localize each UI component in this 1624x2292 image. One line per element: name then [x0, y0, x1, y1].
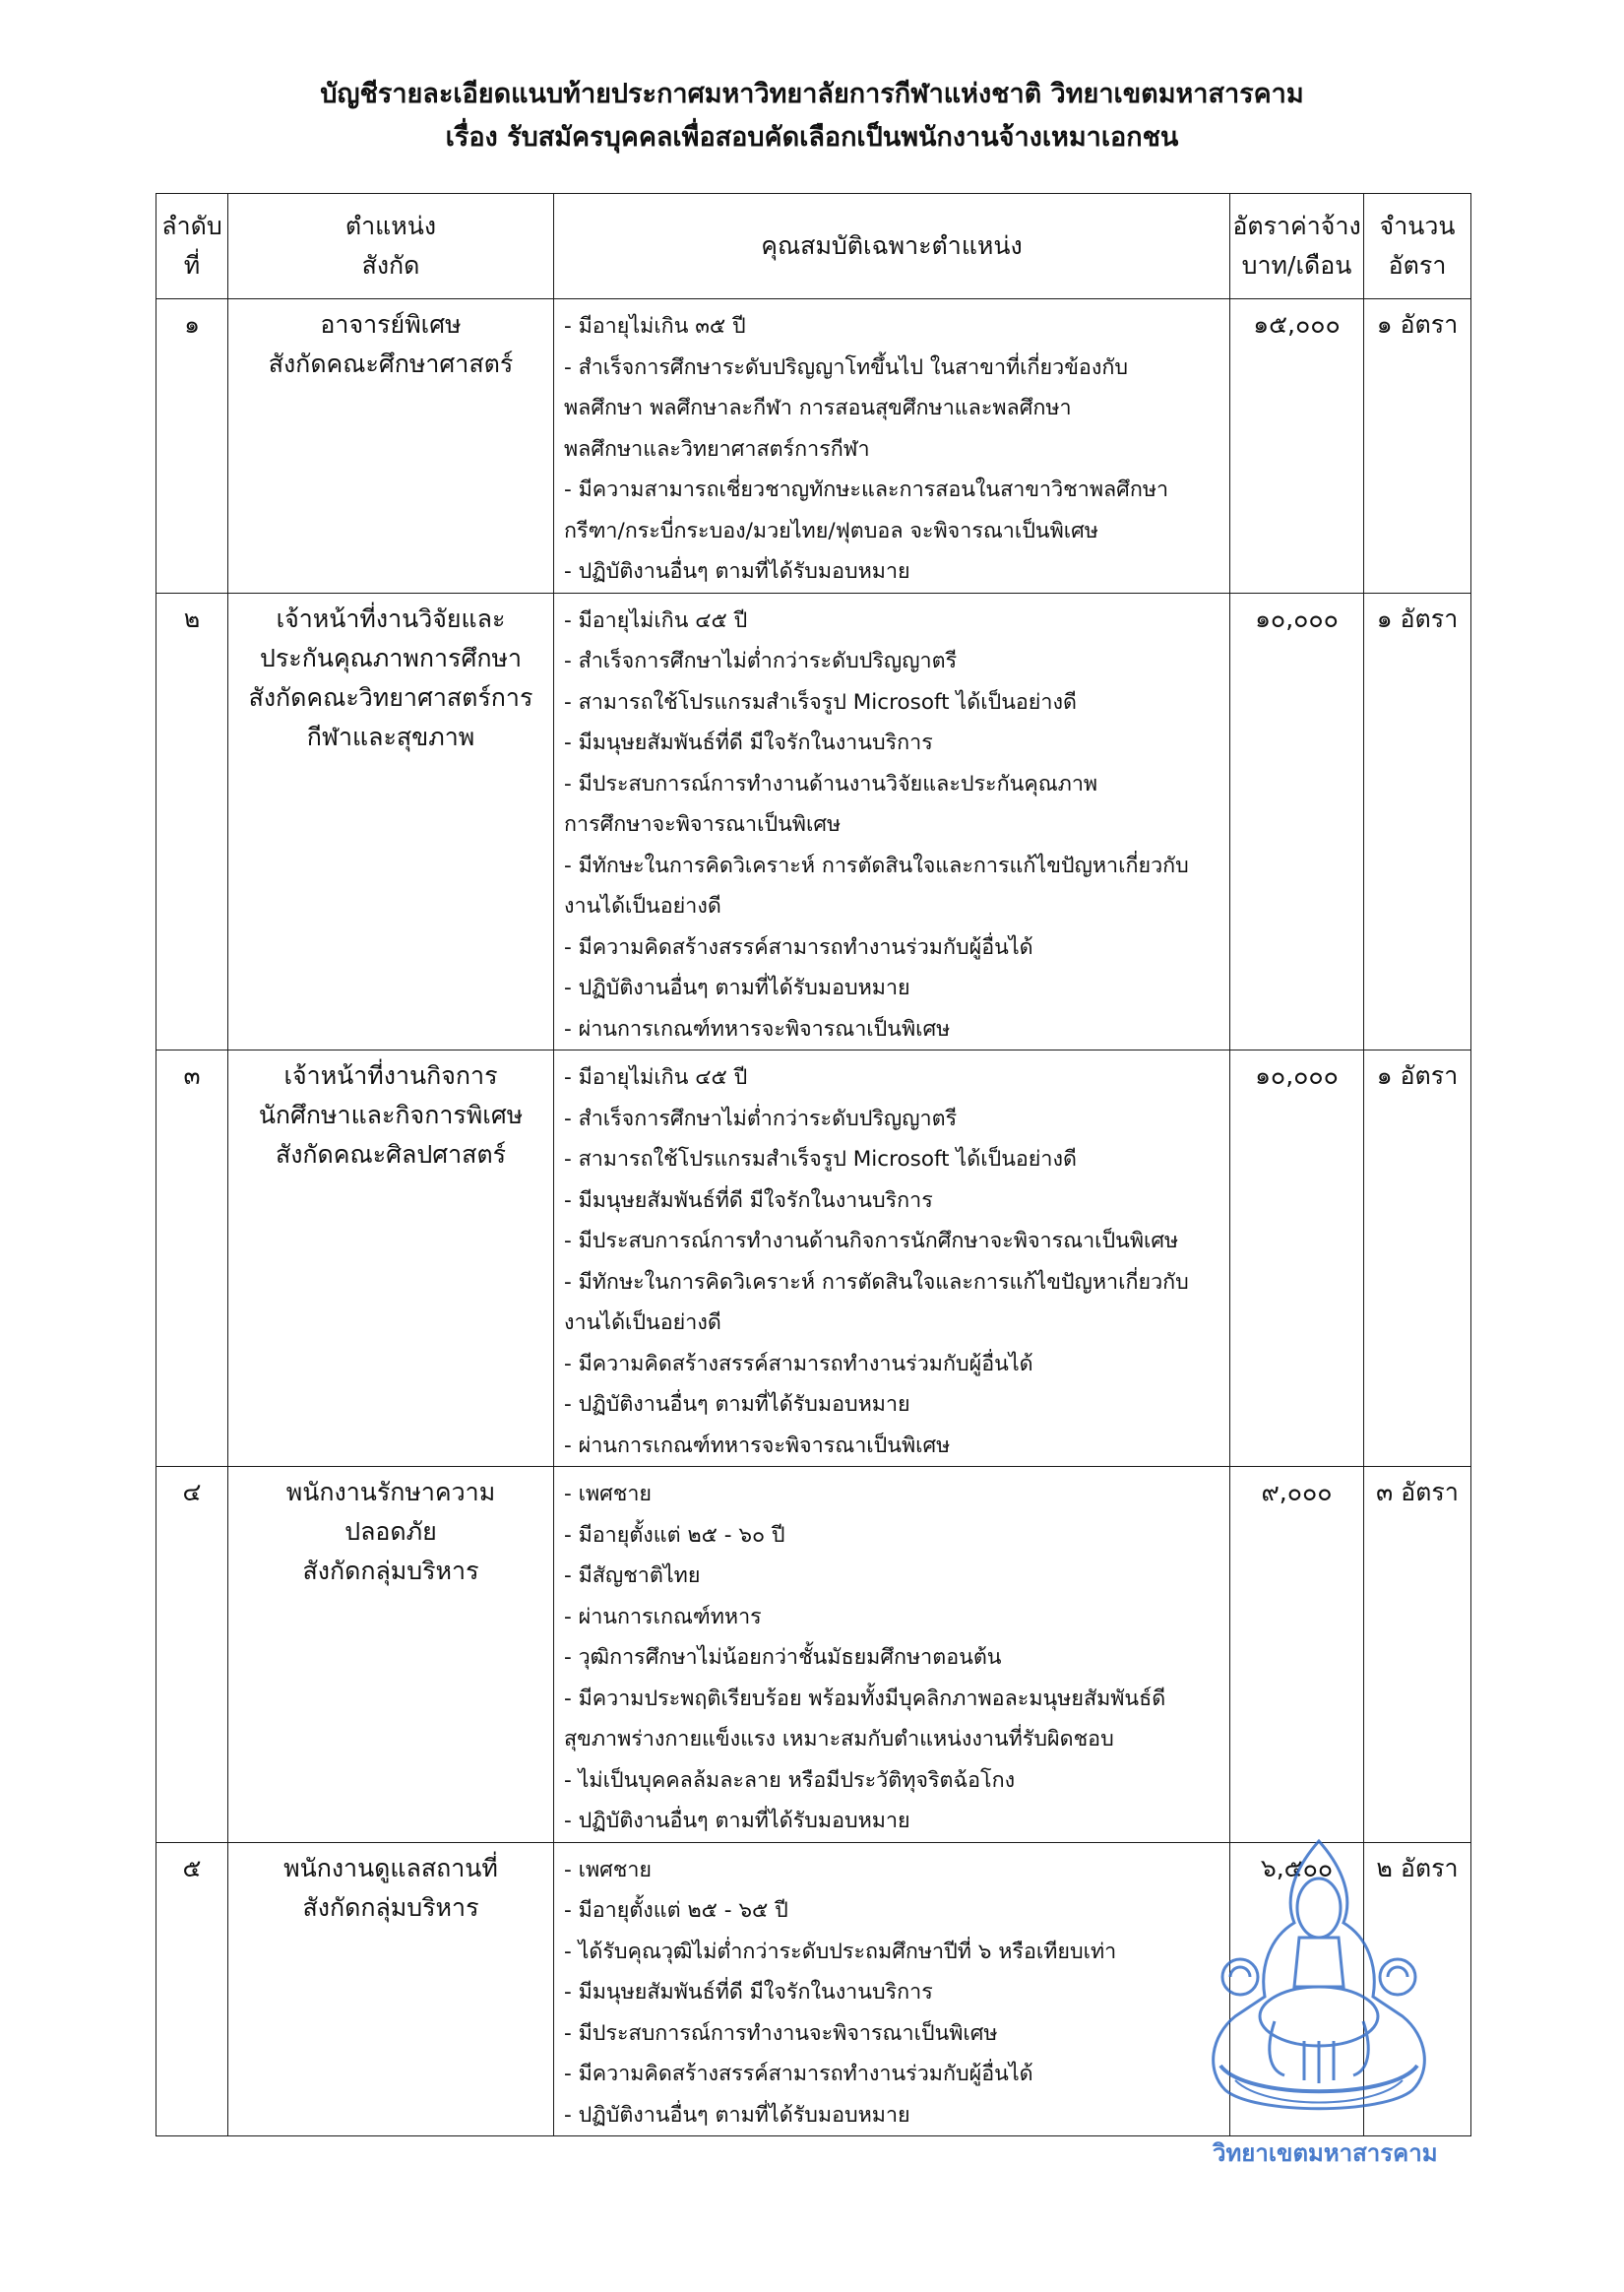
table-row — [156, 299, 1471, 594]
title-line-1: บัญชีรายละเอียดแนบท้ายประกาศมหาวิทยาลัยการกีฬาแห่งชาติ วิทยาเขตมหาสารคาม — [320, 79, 1304, 109]
qualifications-cell — [554, 1842, 1230, 2136]
position-line: ประกันคุณภาพการศึกษา — [260, 643, 522, 672]
rate-cell: ๑๕,๐๐๐ — [1230, 299, 1364, 594]
qualification-line: - มีทักษะในการคิดวิเคราะห์ การตัดสินใจและการแก้ไขปัญหาเกี่ยวกับ — [564, 853, 1189, 878]
qualification-line: - มีอายุตั้งแต่ ๒๕ - ๖๐ ปี — [564, 1522, 785, 1548]
count-cell: ๑ อัตรา — [1364, 1050, 1471, 1467]
qualification-line: - ปฏิบัติงานอื่นๆ ตามที่ได้รับมอบหมาย — [564, 2102, 910, 2128]
qualification-line: - ปฏิบัติงานอื่นๆ ตามที่ได้รับมอบหมาย — [564, 1392, 910, 1417]
qualification-line: - มีมนุษยสัมพันธ์ที่ดี มีใจรักในงานบริการ — [564, 731, 933, 755]
qualification-line: - มีอายุไม่เกิน ๔๕ ปี — [564, 607, 748, 633]
qualification-line: - มีมนุษยสัมพันธ์ที่ดี มีใจรักในงานบริการ — [564, 1187, 933, 1213]
table-row — [156, 593, 1471, 1050]
qualification-line: - ได้รับคุณวุฒิไม่ต่ำกว่าระดับประถมศึกษาปีที่ ๖ หรือเทียบเท่า — [564, 1939, 1117, 1964]
position-cell — [228, 593, 554, 1050]
qualification-line: - ผ่านการเกณฑ์ทหาร — [564, 1604, 762, 1629]
header-qualifications: คุณสมบัติเฉพาะตำแหน่ง — [554, 194, 1230, 299]
qualification-line: - ไม่เป็นบุคคลล้มละลาย หรือมีประวัติทุจริตฉ้อโกง — [564, 1767, 1016, 1793]
table-row — [156, 1467, 1471, 1843]
table-header-row — [156, 194, 1471, 299]
table-row — [156, 1050, 1471, 1467]
position-line: สังกัดกลุ่มบริหาร — [302, 1557, 479, 1585]
header-rate: อัตราค่าจ้าง บาท/เดือน — [1230, 194, 1364, 299]
position-cell — [228, 1050, 554, 1467]
seal-caption: วิทยาเขตมหาสารคาม — [1213, 2139, 1438, 2167]
qualification-line: - มีประสบการณ์การทำงานจะพิจารณาเป็นพิเศษ — [564, 2020, 998, 2046]
qualification-line: - เพศชาย — [564, 1482, 653, 1506]
position-cell — [228, 299, 554, 594]
position-line: เจ้าหน้าที่งานกิจการ — [283, 1061, 498, 1090]
qualification-line: งานได้เป็นอย่างดี — [564, 1310, 721, 1335]
position-line: สังกัดคณะศึกษาศาสตร์ — [268, 350, 514, 378]
qualification-line: - ปฏิบัติงานอื่นๆ ตามที่ได้รับมอบหมาย — [564, 976, 910, 1000]
qualification-line: - มีความสามารถเชี่ยวชาญทักษะและการสอนในสาขาวิชาพลศึกษา — [564, 478, 1169, 502]
university-seal-stamp — [1196, 1829, 1442, 2120]
qualifications-cell — [554, 1050, 1230, 1467]
qualification-line: - วุฒิการศึกษาไม่น้อยกว่าชั้นมัธยมศึกษาตอนต้น — [564, 1645, 1002, 1670]
position-line: อาจารย์พิเศษ — [320, 310, 462, 339]
position-line: พนักงานดูแลสถานที่ — [283, 1853, 498, 1882]
count-cell: ๓ อัตรา — [1364, 1467, 1471, 1843]
qualification-line: - มีความประพฤติเรียบร้อย พร้อมทั้งมีบุคลิกภาพอละมนุษยสัมพันธ์ดี — [564, 1686, 1166, 1711]
row-number: ๒ — [156, 593, 228, 1050]
qualification-line: - มีสัญชาติไทย — [564, 1563, 701, 1588]
qualification-line: - มีอายุตั้งแต่ ๒๕ - ๖๕ ปี — [564, 1898, 788, 1923]
qualification-line: - มีประสบการณ์การทำงานด้านกิจการนักศึกษาจะพิจารณาเป็นพิเศษ — [564, 1229, 1179, 1253]
row-number: ๓ — [156, 1050, 228, 1467]
position-line: นักศึกษาและกิจการพิเศษ — [258, 1101, 524, 1129]
qualification-line: สุขภาพร่างกายแข็งแรง เหมาะสมกับตำแหน่งงานที่รับผิดชอบ — [564, 1727, 1114, 1751]
qualification-line: - สำเร็จการศึกษาไม่ต่ำกว่าระดับปริญญาตรี — [564, 649, 958, 673]
qualification-line: - สำเร็จการศึกษาระดับปริญญาโทขึ้นไป ในสาขาที่เกี่ยวข้องกับ — [564, 354, 1128, 380]
qualification-line: - มีมนุษยสัมพันธ์ที่ดี มีใจรักในงานบริการ — [564, 1980, 933, 2005]
position-line: เจ้าหน้าที่งานวิจัยและ — [276, 604, 506, 633]
position-line: สังกัดคณะวิทยาศาสตร์การ — [248, 682, 533, 712]
qualifications-cell — [554, 593, 1230, 1050]
title-line-2: เรื่อง รับสมัครบุคคลเพื่อสอบคัดเลือกเป็นพนักงานจ้างเหมาเอกชน — [445, 122, 1179, 153]
qualification-line: - เพศชาย — [564, 1857, 653, 1882]
position-line: สังกัดคณะศิลปศาสตร์ — [275, 1140, 507, 1169]
qualification-line: พลศึกษาและวิทยาศาสตร์การกีฬา — [564, 436, 870, 462]
position-line: กีฬาและสุขภาพ — [306, 722, 475, 751]
qualification-line: - มีความคิดสร้างสรรค์สามารถทำงานร่วมกับผู้อื่นได้ — [564, 934, 1033, 960]
header-count: จำนวน อัตรา — [1364, 194, 1471, 299]
position-cell — [228, 1467, 554, 1843]
qualification-line: งานได้เป็นอย่างดี — [564, 894, 721, 919]
rate-cell: ๙,๐๐๐ — [1230, 1467, 1364, 1843]
rate-cell: ๑๐,๐๐๐ — [1230, 1050, 1364, 1467]
row-number: ๑ — [156, 299, 228, 594]
row-number: ๕ — [156, 1842, 228, 2136]
qualification-line: - มีทักษะในการคิดวิเคราะห์ การตัดสินใจและการแก้ไขปัญหาเกี่ยวกับ — [564, 1269, 1189, 1295]
qualification-line: - มีความคิดสร้างสรรค์สามารถทำงานร่วมกับผู้อื่นได้ — [564, 2062, 1033, 2086]
qualification-line: - มีอายุไม่เกิน ๓๕ ปี — [564, 314, 746, 339]
position-line: ปลอดภัย — [344, 1517, 437, 1546]
count-cell: ๒ อัตรา — [1364, 1842, 1471, 2136]
qualification-line: กรีฑา/กระบี่กระบอง/มวยไทย/ฟุตบอล จะพิจารณาเป็นพิเศษ — [564, 518, 1098, 543]
rate-cell: ๖,๕๐๐ — [1230, 1842, 1364, 2136]
qualifications-cell — [554, 299, 1230, 594]
qualification-line: การศึกษาจะพิจารณาเป็นพิเศษ — [564, 812, 842, 837]
count-cell: ๑ อัตรา — [1364, 299, 1471, 594]
qualification-line: พลศึกษา พลศึกษาละกีฬา การสอนสุขศึกษาและพลศึกษา — [564, 396, 1072, 420]
header-position: ตำแหน่ง สังกัด — [228, 194, 554, 299]
qualification-line: - ปฏิบัติงานอื่นๆ ตามที่ได้รับมอบหมาย — [564, 559, 910, 584]
qualifications-cell — [554, 1467, 1230, 1843]
row-number: ๔ — [156, 1467, 228, 1843]
qualification-line: - ปฏิบัติงานอื่นๆ ตามที่ได้รับมอบหมาย — [564, 1809, 910, 1833]
rate-cell: ๑๐,๐๐๐ — [1230, 593, 1364, 1050]
qualification-line: - สามารถใช้โปรแกรมสำเร็จรูป Microsoft ได้เป็นอย่างดี — [564, 1147, 1077, 1172]
header-no: ลำดับ ที่ — [156, 194, 228, 299]
count-cell: ๑ อัตรา — [1364, 593, 1471, 1050]
qualification-line: - สามารถใช้โปรแกรมสำเร็จรูป Microsoft ได้เป็นอย่างดี — [564, 689, 1077, 715]
qualification-line: - มีความคิดสร้างสรรค์สามารถทำงานร่วมกับผู้อื่นได้ — [564, 1351, 1033, 1376]
qualification-line: - ผ่านการเกณฑ์ทหารจะพิจารณาเป็นพิเศษ — [564, 1016, 951, 1042]
position-line: สังกัดกลุ่มบริหาร — [302, 1892, 479, 1922]
document-title — [0, 73, 1624, 159]
position-cell — [228, 1842, 554, 2136]
qualification-line: - มีอายุไม่เกิน ๔๕ ปี — [564, 1065, 748, 1090]
qualification-line: - ผ่านการเกณฑ์ทหารจะพิจารณาเป็นพิเศษ — [564, 1432, 951, 1458]
position-line: พนักงานรักษาความ — [285, 1478, 496, 1506]
qualification-line: - สำเร็จการศึกษาไม่ต่ำกว่าระดับปริญญาตรี — [564, 1106, 958, 1131]
qualification-line: - มีประสบการณ์การทำงานด้านงานวิจัยและประกันคุณภาพ — [564, 771, 1098, 796]
